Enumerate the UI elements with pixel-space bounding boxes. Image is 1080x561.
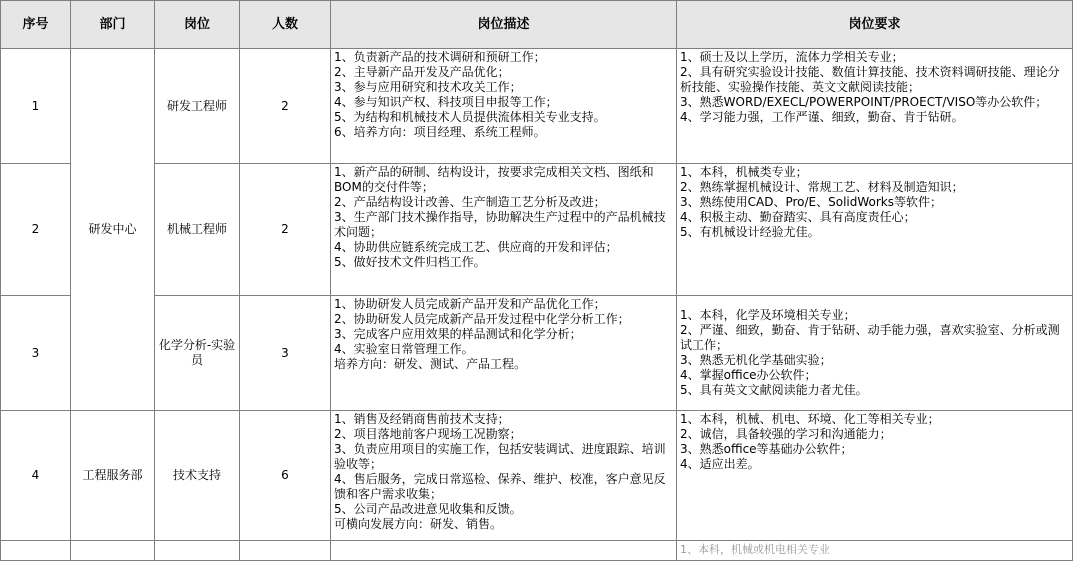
desc-line: 1、负责新产品的技术调研和预研工作； — [334, 50, 546, 64]
header-dept: 部门 — [71, 1, 155, 49]
desc-line: 2、主导新产品开发及产品优化； — [334, 65, 510, 79]
cell-desc — [331, 49, 677, 164]
cell-position: 技术支持 — [155, 411, 240, 541]
cell-seq: 1 — [1, 49, 71, 164]
header-req: 岗位要求 — [677, 1, 1073, 49]
cell-position: 化学分析-实验员 — [155, 296, 240, 411]
desc-line: 培养方向：研发、测试、产品工程。 — [334, 357, 527, 371]
req-line: 3、熟悉无机化学基础实验； — [680, 353, 832, 367]
cell-seq — [1, 541, 71, 561]
req-line: 2、严谨、细致，勤奋、肯于钻研、动手能力强，喜欢实验室、分析或测试工作； — [680, 323, 1060, 352]
req-line: 3、熟悉WORD/EXECL/POWERPOINT/PROECT/VISO等办公软件； — [680, 95, 1048, 109]
cell-dept — [71, 541, 155, 561]
table-row — [1, 164, 1073, 296]
cell-count: 2 — [240, 49, 331, 164]
req-line: 2、熟练掌握机械设计、常规工艺、材料及制造知识； — [680, 180, 964, 194]
desc-line: 1、销售及经销商售前技术支持； — [334, 412, 510, 426]
desc-line: 3、完成客户应用效果的样品测试和化学分析； — [334, 327, 582, 341]
desc-line: 1、协助研发人员完成新产品开发和产品优化工作； — [334, 297, 606, 311]
header-position: 岗位 — [155, 1, 240, 49]
cell-count — [240, 541, 331, 561]
cell-count: 2 — [240, 164, 331, 296]
req-line: 4、学习能力强，工作严谨、细致，勤奋、肯于钻研。 — [680, 110, 964, 124]
req-line: 4、掌握office办公软件； — [680, 368, 817, 382]
req-line: 4、适应出差。 — [680, 457, 760, 471]
req-line: 3、熟练使用CAD、Pro/E、SolidWorks等软件； — [680, 195, 943, 209]
table-row — [1, 411, 1073, 541]
cell-desc — [331, 411, 677, 541]
cell-dept-merged: 研发中心 — [71, 49, 155, 411]
header-seq: 序号 — [1, 1, 71, 49]
cell-desc — [331, 541, 677, 561]
cell-position: 机械工程师 — [155, 164, 240, 296]
req-line: 2、诚信，具备较强的学习和沟通能力； — [680, 427, 892, 441]
header-row — [1, 1, 1073, 49]
cell-req-partial: 1、本科，机械或机电相关专业 — [677, 541, 1073, 561]
desc-line: 5、公司产品改进意见收集和反馈。 — [334, 502, 522, 516]
desc-line: 3、负责应用项目的实施工作，包括安装调试、进度跟踪、培训验收等； — [334, 442, 666, 471]
req-line: 1、硕士及以上学历，流体力学相关专业； — [680, 50, 904, 64]
cell-seq: 3 — [1, 296, 71, 411]
desc-line: 4、参与知识产权、科技项目申报等工作； — [334, 95, 558, 109]
cell-req — [677, 296, 1073, 411]
desc-line: 5、为结构和机械技术人员提供流体相关专业支持。 — [334, 110, 606, 124]
req-line: 5、有机械设计经验尤佳。 — [680, 225, 820, 239]
table-row — [1, 296, 1073, 411]
desc-line: 2、项目落地前客户现场工况勘察； — [334, 427, 522, 441]
header-count: 人数 — [240, 1, 331, 49]
cell-desc — [331, 164, 677, 296]
cell-dept: 工程服务部 — [71, 411, 155, 541]
desc-line: 可横向发展方向：研发、销售。 — [334, 517, 503, 531]
cell-count: 3 — [240, 296, 331, 411]
req-line: 5、具有英文文献阅读能力者尤佳。 — [680, 383, 868, 397]
table-row-partial — [1, 541, 1073, 561]
cell-req — [677, 411, 1073, 541]
cell-req — [677, 49, 1073, 164]
table-row — [1, 49, 1073, 164]
req-line: 4、积极主动、勤奋踏实、具有高度责任心； — [680, 210, 916, 224]
desc-line: 5、做好技术文件归档工作。 — [334, 255, 486, 269]
desc-line: 2、产品结构设计改善、生产制造工艺分析及改进； — [334, 195, 606, 209]
cell-position — [155, 541, 240, 561]
desc-line: 3、生产部门技术操作指导，协助解决生产过程中的产品机械技术问题； — [334, 210, 666, 239]
req-line: 1、本科，机械类专业； — [680, 165, 808, 179]
desc-line: 3、参与应用研究和技术攻关工作； — [334, 80, 522, 94]
header-desc: 岗位描述 — [331, 1, 677, 49]
cell-seq: 2 — [1, 164, 71, 296]
cell-position: 研发工程师 — [155, 49, 240, 164]
cell-seq: 4 — [1, 411, 71, 541]
cell-count: 6 — [240, 411, 331, 541]
req-line: 1、本科，机械、机电、环境、化工等相关专业； — [680, 412, 940, 426]
req-line: 3、熟悉office等基础办公软件； — [680, 442, 853, 456]
req-line: 2、具有研究实验设计技能、数值计算技能、技术资料调研技能、理论分析技能、实验操作技能、英文文献阅读技能； — [680, 65, 1060, 94]
cell-desc — [331, 296, 677, 411]
desc-line: 6、培养方向：项目经理、系统工程师。 — [334, 125, 546, 139]
desc-line: 1、新产品的研制、结构设计，按要求完成相关文档、图纸和BOM的交付件等； — [334, 165, 654, 194]
desc-line: 2、协助研发人员完成新产品开发过程中化学分析工作； — [334, 312, 630, 326]
desc-line: 4、售后服务，完成日常巡检、保养、维护、校准，客户意见反馈和客户需求收集； — [334, 472, 666, 501]
cell-req — [677, 164, 1073, 296]
req-line: 1、本科，化学及环境相关专业； — [680, 308, 856, 322]
desc-line: 4、实验室日常管理工作。 — [334, 342, 474, 356]
desc-line: 4、协助供应链系统完成工艺、供应商的开发和评估； — [334, 240, 618, 254]
